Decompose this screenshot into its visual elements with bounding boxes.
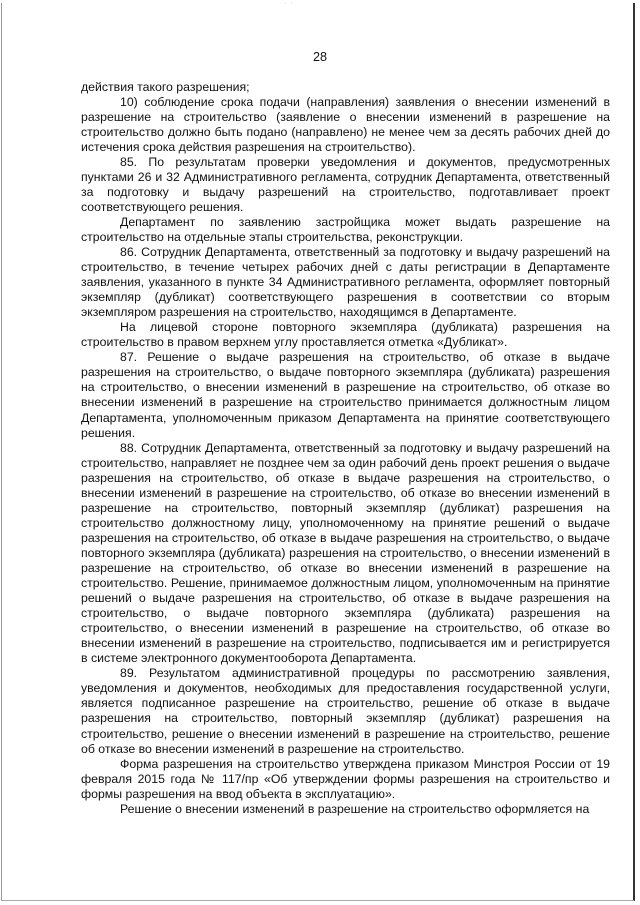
paragraph-89-decision: Решение о внесении изменений в разрешение на строительство оформляется на — [120, 801, 590, 816]
paragraph-86-note: На лицевой стороне повторного экземпляра (дубликата) разрешения на строительство в правом верхнем углу проставляется отметка «Дубликат». — [81, 320, 610, 350]
paragraph-85-note: Департамент по заявлению застройщика может выдать разрешение на строительство на отдельные этапы строительства, реконструкции. — [81, 214, 610, 244]
paragraph-89: 89. Результатом административной процедуры по рассмотрению заявления, уведомления и документов, необходимых для предоставления государственной услуги, является подписанное разрешение на строительство, решение об отказе в выдаче разрешения на строительство, повторный экземпляр (дубликат) разрешения на строительство, решение о внесении изменений в разрешение на строительство, решение об отказе во внесении изменений в разрешение на строительство. — [81, 666, 610, 756]
paragraph-89-form: Форма разрешения на строительство утверждена приказом Минстроя России от 19 февраля 2015 года № 117/пр «Об утверждении формы разрешения на строительство и формы разрешения на ввод объекта в эксплуатацию». — [81, 756, 610, 801]
paragraph-88: 88. Сотрудник Департамента, ответственный за подготовку и выдачу разрешений на строительство, направляет не позднее чем за один рабочий день проект решения о выдаче разрешения на строительство, об отказе в выдаче разрешения на строительство, о внесении изменений в разрешение на строительство, об отказе во внесении изменений в разрешение на строительство, повторный экземпляр (дубликат) разрешения на строительство должностному лицу, уполномоченному на принятие решений о выдаче разрешения на строительство, об отказе в выдаче разрешения на строительство, о выдаче повторного экземпляра (дубликата) разрешения на строительство, о внесении изменений в разрешение на строительство, об отказе во внесении изменений в разрешение на строительство. Решение, принимаемое должностным лицом, уполномоченным на принятие решений о выдаче разрешения на строительство, об отказе в выдаче разрешения на строительство, о выдаче повторного экземпляра (дубликата) разрешения на строительство, о внесении изменений в разрешение на строительство, об отказе во внесении изменений в разрешение на строительство, подписывается им и регистрируется в системе электронного документооборота Департамента. — [81, 440, 610, 666]
paragraph-85: 85. По результатам проверки уведомления и документов, предусмотренных пунктами 26 и 32 Административного регламента, сотрудник Департамента, ответственный за подготовку и выдачу разрешений на строительство, подготавливает проект соответствующего решения. — [81, 154, 610, 214]
paragraph-86: 86. Сотрудник Департамента, ответственный за подготовку и выдачу разрешений на строительство, в течение четырех рабочих дней с даты регистрации в Департаменте заявления, указанного в пункте 34 Административного регламента, оформляет повторный экземпляр (дубликат) соответствующего разрешения в соответствии со вторым экземпляром разрешения на строительство, находящимся в Департаменте. — [81, 245, 610, 320]
scan-mark: · · — [284, 0, 294, 7]
paragraph-continuation: действия такого разрешения; — [81, 79, 250, 94]
paragraph-87: 87. Решение о выдаче разрешения на строительство, об отказе в выдаче разрешения на строительство, о выдаче повторного экземпляра (дубликата) разрешения на строительство, о внесении изменений в разрешение на строительство, об отказе во внесении изменений в разрешение на строительство принимается должностным лицом Департамента, уполномоченным приказом Департамента на принятие соответствующего решения. — [81, 350, 610, 440]
page-number: 28 — [312, 50, 327, 64]
document-body — [81, 80, 610, 817]
paragraph-item-10: 10) соблюдение срока подачи (направления) заявления о внесении изменений в разрешение на строительство (заявление о внесении изменений в разрешение на строительство должно быть подано (направлено) не менее чем за десять рабочих дней до истечения срока действия разрешения на строительство). — [81, 94, 610, 154]
